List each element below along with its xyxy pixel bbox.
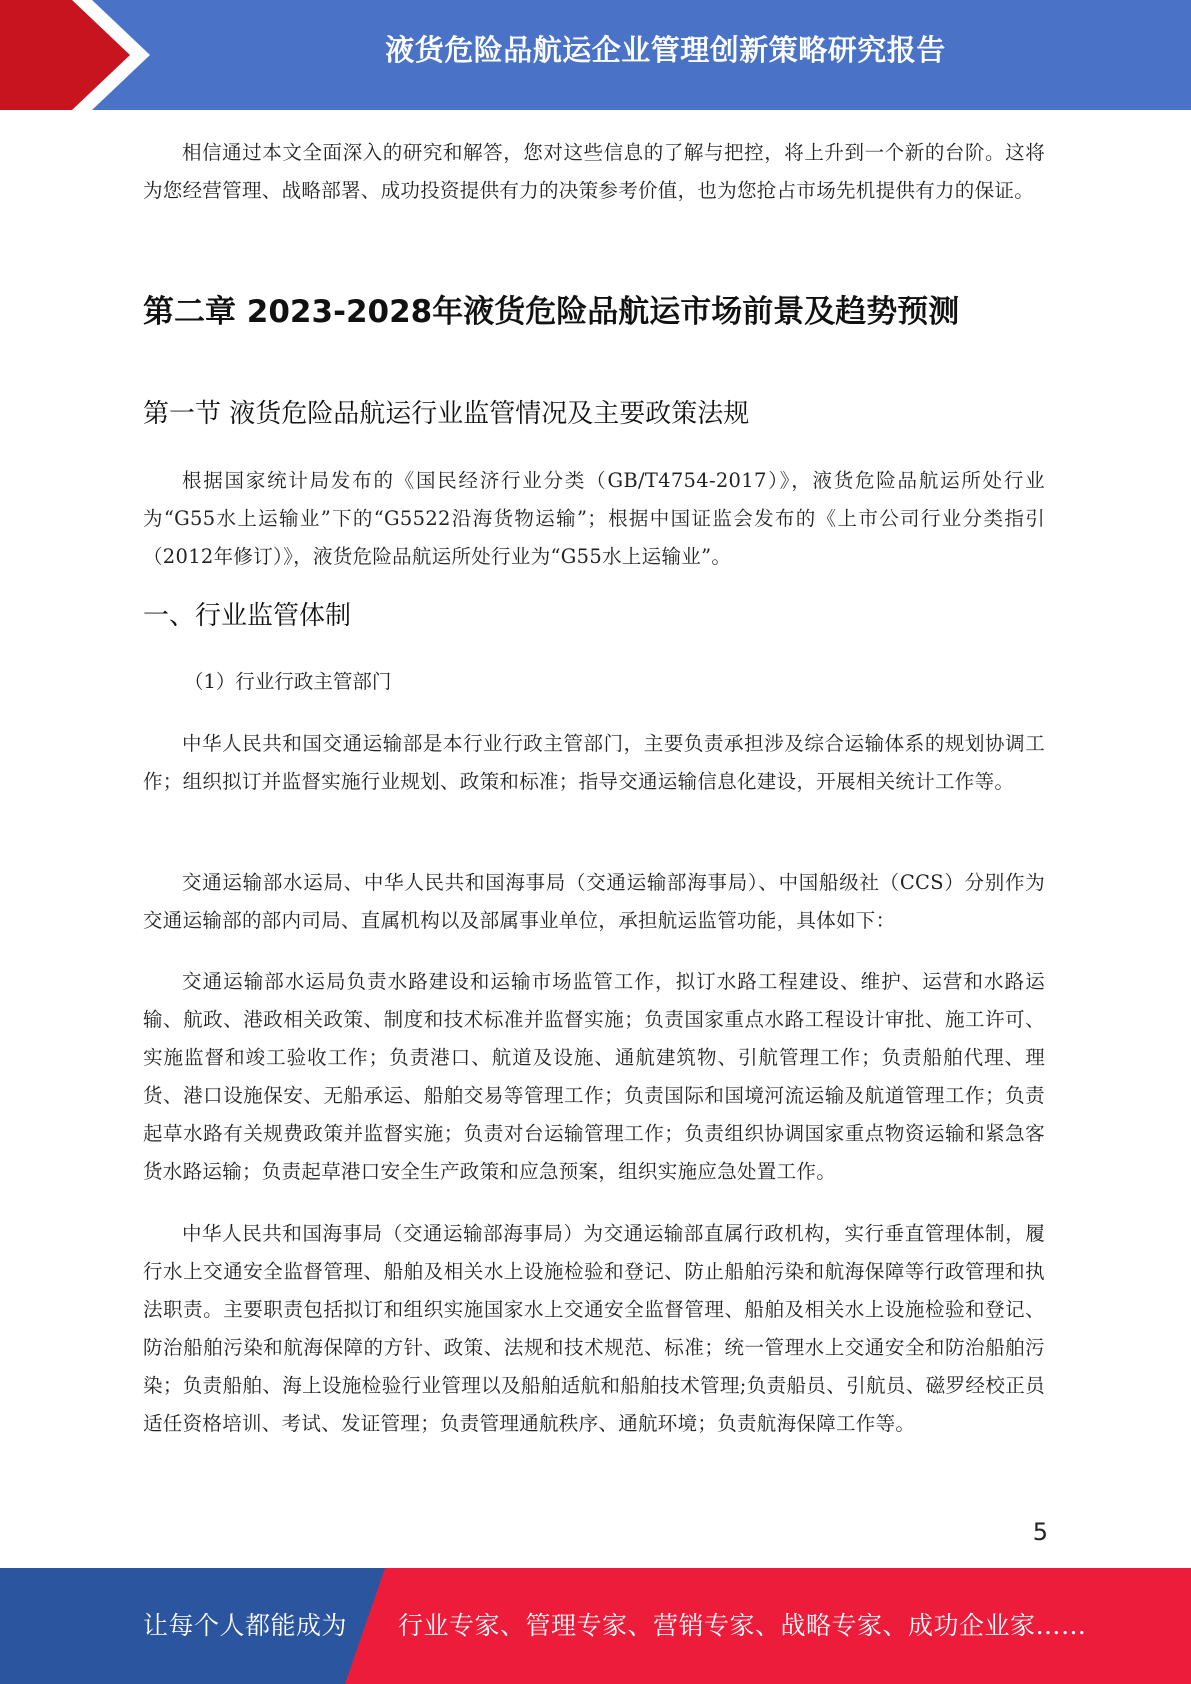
page-number: 5 xyxy=(1032,1518,1048,1546)
body-paragraph: 中华人民共和国海事局（交通运输部海事局）为交通运输部直属行政机构，实行垂直管理体制，履行水上交通安全监督管理、船舶及相关水上设施检验和登记、防止船舶污染和航海保障等行政管理和执法职责。主要职责包括拟订和组织实施国家水上交通安全监督管理、船舶及相关水上设施检验和登记、防治船舶污染和航海保障的方针、政策、法规和技术规范、标准；统一管理水上交通安全和防治船舶污染；负责船舶、海上设施检验行业管理以及船舶适航和船舶技术管理;负责船员、引航员、磁罗经校正员适任资格培训、考试、发证管理；负责管理通航秩序、通航环境；负责航海保障工作等。 xyxy=(143,1222,1045,1435)
chevron-arrow-icon xyxy=(0,0,160,110)
page-header xyxy=(0,0,1191,110)
body-paragraph: 交通运输部水运局负责水路建设和运输市场监管工作，拟订水路工程建设、维护、运营和水路运输、航政、港政相关政策、制度和技术标准并监督实施；负责国家重点水路工程设计审批、施工许可、实施监督和竣工验收工作；负责港口、航道及设施、通航建筑物、引航管理工作；负责船舶代理、理货、港口设施保安、无船承运、船舶交易等管理工作；负责国际和国境河流运输及航道管理工作；负责起草水路有关规费政策并监督实施；负责对台运输管理工作；负责组织协调国家重点物资运输和紧急客货水路运输；负责起草港口安全生产政策和应急预案，组织实施应急处置工作。 xyxy=(143,970,1045,1183)
footer-slogan-left: 让每个人都能成为 xyxy=(143,1611,348,1640)
subsection-title: 一、行业监管体制 xyxy=(143,601,352,631)
section-paragraph: 根据国家统计局发布的《国民经济行业分类（GB/T4754-2017）》，液货危险品航运所处行业为“G55水上运输业”下的“G5522沿海货物运输”；根据中国证监会发布的《上市公司行业分类指引（2012年修订）》，液货危险品航运所处行业为“G55水上运输业”。 xyxy=(143,469,1045,568)
report-title: 液货危险品航运企业管理创新策略研究报告 xyxy=(385,33,946,67)
intro-paragraph: 相信通过本文全面深入的研究和解答，您对这些信息的了解与把控，将上升到一个新的台阶。这将为您经营管理、战略部署、成功投资提供有力的决策参考价值，也为您抢占市场先机提供有力的保证。 xyxy=(143,141,1045,202)
chevron-fill xyxy=(0,0,130,110)
body-paragraph: 交通运输部水运局、中华人民共和国海事局（交通运输部海事局）、中国船级社（CCS）分别作为交通运输部的部内司局、直属机构以及部属事业单位，承担航运监管功能，具体如下： xyxy=(143,871,1045,932)
chapter-title: 第二章 2023-2028年液货危险品航运市场前景及趋势预测 xyxy=(143,294,960,330)
section-title: 第一节 液货危险品航运行业监管情况及主要政策法规 xyxy=(143,399,750,429)
item-title: （1）行业行政主管部门 xyxy=(183,670,392,693)
footer-slogan-right: 行业专家、管理专家、营销专家、战略专家、成功企业家…… xyxy=(398,1611,1087,1640)
body-paragraph: 中华人民共和国交通运输部是本行业行政主管部门，主要负责承担涉及综合运输体系的规划协调工作；组织拟订并监督实施行业规划、政策和标准；指导交通运输信息化建设，开展相关统计工作等。 xyxy=(143,732,1045,793)
page-footer xyxy=(0,1568,1191,1684)
